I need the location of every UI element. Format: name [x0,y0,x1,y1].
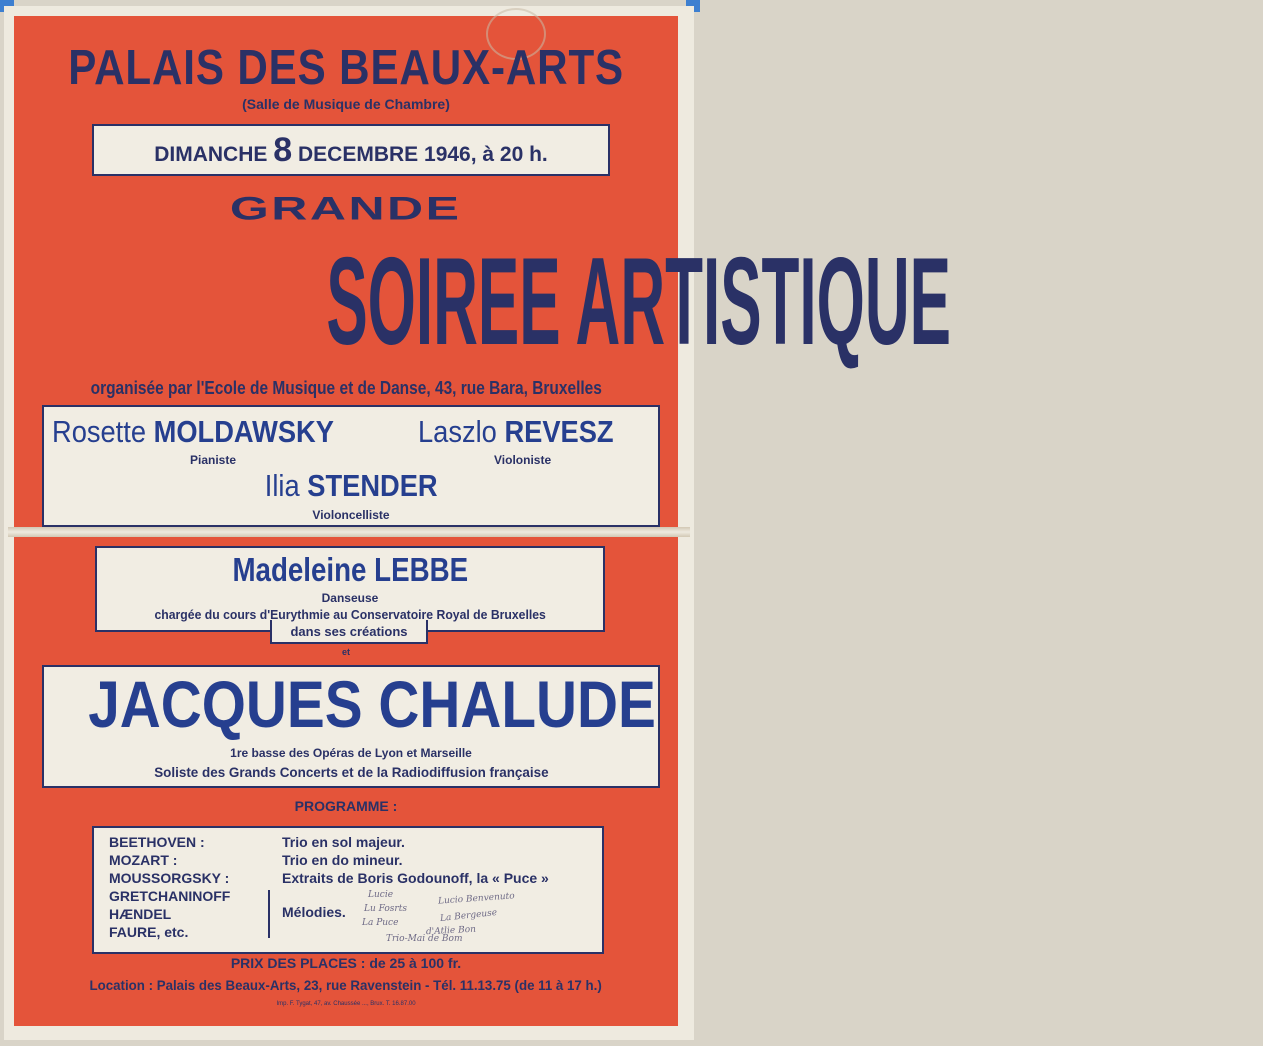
event-title: SOIREE ARTISTIQUE [326,233,951,371]
work-2: Trio en do mineur. [282,852,403,868]
programme-heading: PROGRAMME : [294,798,398,814]
artist-3-role: Violoncelliste [312,508,390,522]
event-organizer: organisée par l'Ecole de Musique et de Danse, 43, rue Bara, Bruxelles [90,378,602,398]
composer-6: FAURE, etc. [109,924,189,940]
handwritten-note-3: La Puce [362,918,399,928]
date-day: DIMANCHE [154,143,268,166]
handwritten-note-5: Lucio Benvenuto [437,891,516,907]
artist-1-name: Rosette MOLDAWSKY [52,414,334,449]
handwritten-note-6: La Bergeuse [439,908,498,924]
event-pre-title: GRANDE [230,190,462,228]
venue-title: PALAIS DES BEAUX-ARTS [68,41,624,95]
date-number: 8 [273,131,293,169]
composer-3: MOUSSORGSKY : [109,870,230,886]
date-rest: DECEMBRE 1946, à 20 h. [298,143,548,166]
location: Location : Palais des Beaux-Arts, 23, rue Ravenstein - Tél. 11.13.75 (de 11 à 17 h.) [89,977,603,993]
dancer-name: Madeleine LEBBE [232,551,468,588]
artist-3-name: Ilia STENDER [264,468,438,503]
work-1: Trio en sol majeur. [282,834,405,850]
artist-1-role: Pianiste [190,453,237,467]
dancer-desc: chargée du cours d'Eurythmie au Conservatoire Royal de Bruxelles [154,607,546,622]
handwritten-note-1: Lucie [368,890,394,900]
star-line-1: 1re basse des Opéras de Lyon et Marseille [230,746,472,760]
brace-line [268,890,270,938]
star-line-2: Soliste des Grands Concerts et de la Radiodiffusion française [153,764,549,780]
prices: PRIX DES PLACES : de 25 à 100 fr. [230,955,462,971]
dancer-desc-2: dans ses créations [290,624,408,639]
handwritten-note-4: Trio-Mai de Bom [386,934,463,944]
handwritten-note-7: d'Atlie Bon [425,924,477,938]
fold-crease [8,527,690,537]
artist-2-name: Laszlo REVESZ [418,414,614,449]
venue-hall: (Salle de Musique de Chambre) [242,96,450,112]
star-name: JACQUES CHALUDE [88,667,656,741]
artist-2-role: Violoniste [494,453,552,467]
handwritten-note-2: Lu Fosrts [364,904,407,914]
dancer-role: Danseuse [321,591,379,605]
composer-2: MOZART : [109,852,178,868]
connector-et: et [341,647,350,657]
composer-5: HÆNDEL [109,906,172,922]
composer-4: GRETCHANINOFF [109,888,231,904]
date-line [92,130,610,175]
printer-line: Imp. F. Tygat, 47, av. Chaussée ..., Brux. T. 16.87.00 [276,1001,416,1007]
composer-1: BEETHOVEN : [109,834,205,850]
work-3: Extraits de Boris Godounoff, la « Puce » [282,870,549,886]
work-melodies: Mélodies. [282,904,346,920]
